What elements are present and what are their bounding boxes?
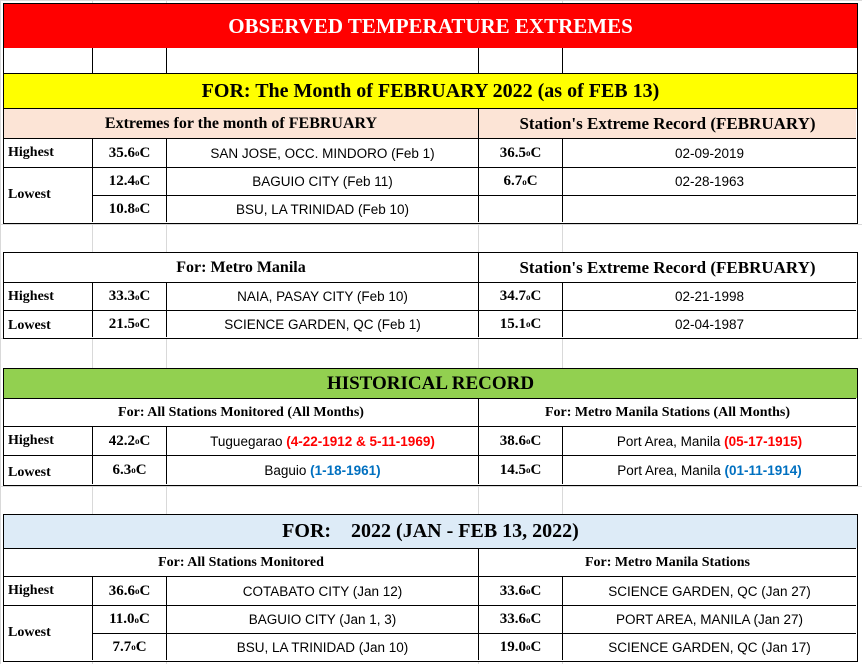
year-2022-table bbox=[3, 514, 858, 662]
temperature-value: 7.7 o C bbox=[92, 633, 166, 660]
temperature-value: 12.4 o C bbox=[92, 167, 166, 195]
section4-right-header: For: Metro Manila Stations bbox=[478, 548, 856, 576]
february-extremes-table bbox=[3, 108, 858, 224]
record-value: 33.6 o C bbox=[478, 576, 562, 605]
temperature-value: 35.6 o C bbox=[92, 138, 166, 167]
historical-record-table bbox=[3, 368, 858, 486]
temperature-value: 36.6 o C bbox=[92, 576, 166, 605]
record-value: 38.6 o C bbox=[478, 426, 562, 455]
section1-right-header: Station's Extreme Record (FEBRUARY) bbox=[478, 109, 856, 138]
section2-right-header: Station's Extreme Record (FEBRUARY) bbox=[478, 253, 856, 282]
lowest-label: Lowest bbox=[4, 605, 92, 660]
empty-cell bbox=[562, 195, 856, 222]
station-name: BAGUIO CITY (Feb 11) bbox=[166, 167, 478, 195]
lowest-label: Lowest bbox=[4, 455, 92, 484]
station-name: SCIENCE GARDEN, QC (Feb 1) bbox=[166, 310, 478, 337]
station-name: BSU, LA TRINIDAD (Jan 10) bbox=[166, 633, 478, 660]
section4-left-header: For: All Stations Monitored bbox=[4, 548, 478, 576]
record-station: SCIENCE GARDEN, QC (Jan 17) bbox=[562, 633, 856, 660]
section1-left-header: Extremes for the month of FEBRUARY bbox=[4, 109, 478, 138]
temperature-value: 42.2 o C bbox=[92, 426, 166, 455]
temperature-value: 10.8 o C bbox=[92, 195, 166, 222]
section3-left-header: For: All Stations Monitored (All Months) bbox=[4, 398, 478, 426]
record-date-red: (05-17-1915) bbox=[724, 433, 803, 449]
record-value: 36.5 o C bbox=[478, 138, 562, 167]
page-title: OBSERVED TEMPERATURE EXTREMES bbox=[228, 13, 633, 38]
empty-cell bbox=[92, 48, 166, 73]
year-2022-title: FOR: 2022 (JAN - FEB 13, 2022) bbox=[4, 515, 857, 548]
section3-right-header: For: Metro Manila Stations (All Months) bbox=[478, 398, 856, 426]
lowest-label: Lowest bbox=[4, 310, 92, 337]
record-value: 19.0 o C bbox=[478, 633, 562, 660]
record-value: 14.5 o C bbox=[478, 455, 562, 484]
period-banner bbox=[3, 73, 858, 109]
station-name: Tuguegarao (4-22-1912 & 5-11-1969) bbox=[166, 426, 478, 455]
record-date: 02-09-2019 bbox=[562, 138, 856, 167]
record-value: 33.6 o C bbox=[478, 605, 562, 633]
temperature-value: 11.0 o C bbox=[92, 605, 166, 633]
title-banner bbox=[3, 3, 858, 49]
record-value: 15.1 o C bbox=[478, 310, 562, 337]
empty-cell bbox=[562, 48, 856, 73]
station-name: BSU, LA TRINIDAD (Feb 10) bbox=[166, 195, 478, 222]
section2-left-header: For: Metro Manila bbox=[176, 258, 306, 276]
lowest-label: Lowest bbox=[4, 167, 92, 222]
station-name: SAN JOSE, OCC. MINDORO (Feb 1) bbox=[166, 138, 478, 167]
record-date: 02-28-1963 bbox=[562, 167, 856, 195]
metro-manila-table bbox=[3, 252, 858, 339]
highest-label: Highest bbox=[4, 576, 92, 605]
grid-line bbox=[0, 224, 862, 225]
record-date-blue: (1-18-1961) bbox=[310, 462, 381, 478]
station-name: COTABATO CITY (Jan 12) bbox=[166, 576, 478, 605]
highest-label: Highest bbox=[4, 138, 92, 167]
highest-label: Highest bbox=[4, 282, 92, 310]
temperature-value: 6.3 o C bbox=[92, 455, 166, 484]
grid-line bbox=[0, 486, 862, 487]
record-date: 02-21-1998 bbox=[562, 282, 856, 310]
station-name: BAGUIO CITY (Jan 1, 3) bbox=[166, 605, 478, 633]
record-date-blue: (01-11-1914) bbox=[724, 462, 802, 478]
record-station: Port Area, Manila (05-17-1915) bbox=[562, 426, 856, 455]
record-value: 34.7 o C bbox=[478, 282, 562, 310]
record-station: Port Area, Manila (01-11-1914) bbox=[562, 455, 856, 484]
temperature-value: 21.5 o C bbox=[92, 310, 166, 337]
temperature-value: 33.3 o C bbox=[92, 282, 166, 310]
record-date: 02-04-1987 bbox=[562, 310, 856, 337]
record-date-red: (4-22-1912 & 5-11-1969) bbox=[286, 433, 435, 449]
station-name: Baguio (1-18-1961) bbox=[166, 455, 478, 484]
historical-title: HISTORICAL RECORD bbox=[4, 369, 857, 398]
record-station: PORT AREA, MANILA (Jan 27) bbox=[562, 605, 856, 633]
empty-cell bbox=[478, 48, 562, 73]
spacer-row bbox=[3, 48, 858, 74]
empty-cell bbox=[166, 48, 478, 73]
station-name: NAIA, PASAY CITY (Feb 10) bbox=[166, 282, 478, 310]
record-value: 6.7 o C bbox=[478, 167, 562, 195]
highest-label: Highest bbox=[4, 426, 92, 455]
empty-cell bbox=[478, 195, 562, 222]
record-station: SCIENCE GARDEN, QC (Jan 27) bbox=[562, 576, 856, 605]
period-label: FOR: The Month of FEBRUARY 2022 (as of FEB 13) bbox=[201, 79, 660, 102]
